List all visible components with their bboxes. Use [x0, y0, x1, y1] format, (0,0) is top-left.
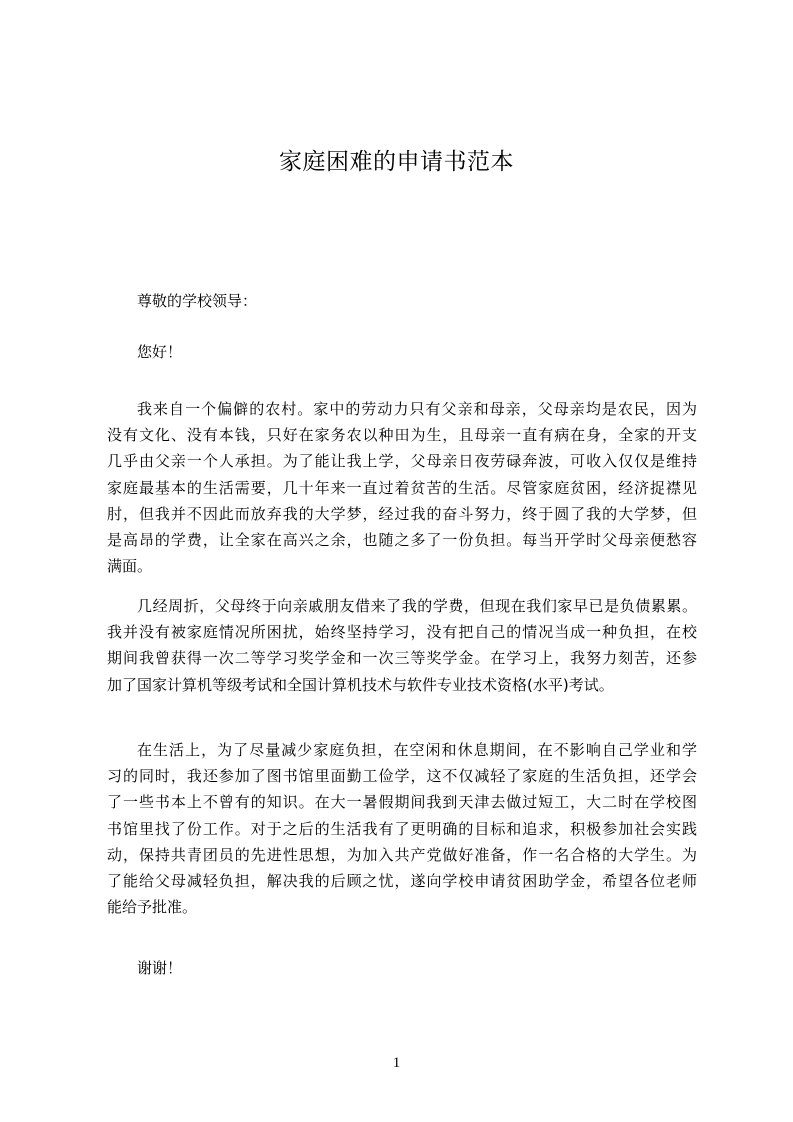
paragraph-line: 动，保持共青团员的先进性思想，为加入共产党做好准备，作一名合格的大学生。为: [107, 845, 697, 864]
paragraph-line: 几乎由父亲一个人承担。为了能让我上学，父母亲日夜劳碌奔波，可收入仅仅是维持: [107, 452, 697, 471]
paragraph-line: 在生活上，为了尽量减少家庭负担，在空闲和休息期间，在不影响自己学业和学: [137, 741, 697, 759]
paragraph-line: 满面。: [107, 557, 153, 576]
paragraph-line: 期间我曾获得一次二等学习奖学金和一次三等奖学金。在学习上，我努力刻苦，还参: [107, 649, 697, 668]
paragraph-line: 家庭最基本的生活需要，几十年来一直过着贫苦的生活。尽管家庭贫困，经济捉襟见: [107, 478, 697, 497]
paragraph-line: 没有文化、没有本钱，只好在家务农以种田为生，且母亲一直有病在身，全家的开支: [107, 426, 697, 445]
paragraph-3: [107, 737, 697, 920]
paragraph-line: 习的同时，我还参加了图书馆里面勤工俭学，这不仅减轻了家庭的生活负担，还学会: [107, 767, 697, 786]
greeting: 您好！: [137, 343, 183, 361]
salutation: 尊敬的学校领导：: [137, 292, 258, 310]
paragraph-line: 几经周折，父母终于向亲戚朋友借来了我的学费，但现在我们家早已是负债累累。: [137, 597, 697, 615]
paragraph-line: 了一些书本上不曾有的知识。在大一暑假期间我到天津去做过短工，大二时在学校图: [107, 793, 697, 812]
paragraph-2: [107, 593, 697, 698]
paragraph-line: 我来自一个偏僻的农村。家中的劳动力只有父亲和母亲，父母亲均是农民，因为: [137, 400, 697, 418]
paragraph-line: 肘，但我并不因此而放弃我的大学梦，经过我的奋斗努力，终于圆了我的大学梦，但: [107, 504, 697, 523]
paragraph-line: 加了国家计算机等级考试和全国计算机技术与软件专业技术资格(水平)考试。: [107, 675, 614, 694]
paragraph-line: 书馆里找了份工作。对于之后的生活我有了更明确的目标和追求，积极参加社会实践: [107, 819, 697, 838]
paragraph-line: 了能给父母减轻负担，解决我的后顾之忧，遂向学校申请贫困助学金，希望各位老师: [107, 871, 697, 890]
paragraph-1: [107, 396, 697, 579]
closing: 谢谢！: [137, 959, 183, 977]
paragraph-line: 能给予批准。: [107, 898, 198, 917]
page-number: 1: [392, 1055, 401, 1071]
document-title: 家庭困难的申请书范本: [279, 149, 514, 175]
paragraph-line: 我并没有被家庭情况所困扰，始终坚持学习，没有把自己的情况当成一种负担，在校: [107, 623, 697, 642]
paragraph-line: 是高昂的学费，让全家在高兴之余，也随之多了一份负担。每当开学时父母亲便愁容: [107, 530, 697, 549]
